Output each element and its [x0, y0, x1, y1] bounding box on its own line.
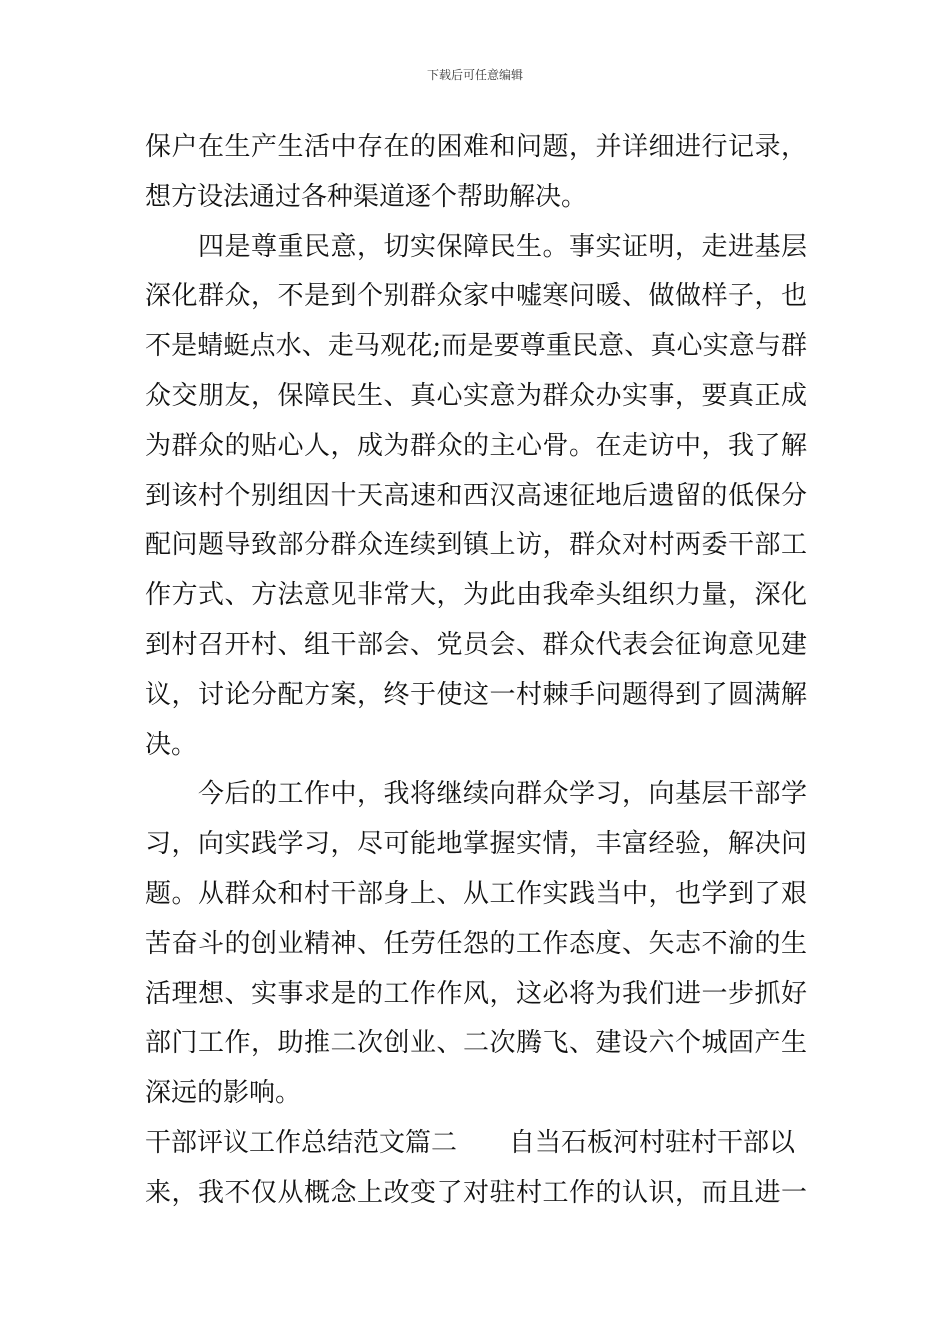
section-heading-line [145, 1123, 807, 1173]
text-line: 不是蜻蜓点水、走马观花;而是要尊重民意、真心实意与群 [145, 331, 807, 362]
text-line: 习，向实践学习，尽可能地掌握实情，丰富经验，解决问 [145, 829, 807, 860]
text-line: 到村召开村、组干部会、党员会、群众代表会征询意见建 [145, 629, 807, 660]
text-line: 作方式、方法意见非常大，为此由我牵头组织力量，深化 [145, 580, 807, 611]
text-line: 决。 [145, 729, 198, 760]
page-header: 下载后可任意编辑 [426, 68, 523, 82]
text-line: 深化群众，不是到个别群众家中嘘寒问暖、做做样子，也 [145, 281, 807, 312]
text-line: 苦奋斗的创业精神、任劳任怨的工作态度、矢志不渝的生 [145, 928, 807, 959]
text-line: 众交朋友，保障民生、真心实意为群众办实事，要真正成 [145, 380, 807, 411]
text-line: 来，我不仅从概念上改变了对驻村工作的认识，而且进一 [145, 1177, 807, 1208]
text-span: 自当石板河村驻村干部以 [509, 1127, 796, 1158]
document-body [145, 127, 807, 1223]
text-line: 议，讨论分配方案，终于使这一村棘手问题得到了圆满解 [145, 679, 807, 710]
text-line: 想方设法通过各种渠道逐个帮助解决。 [145, 181, 588, 212]
text-line: 深远的影响。 [145, 1078, 302, 1109]
text-line: 配问题导致部分群众连续到镇上访，群众对村两委干部工 [145, 530, 807, 561]
text-line: 保户在生产生活中存在的困难和问题，并详细进行记录， [145, 132, 807, 162]
text-line: 部门工作，助推二次创业、二次腾飞、建设六个城固产生 [145, 1028, 807, 1059]
text-line: 到该村个别组因十天高速和西汉高速征地后遗留的低保分 [145, 480, 807, 511]
section-title: 干部评议工作总结范文篇二 [145, 1127, 458, 1158]
text-line: 今后的工作中，我将继续向群众学习，向基层干部学 [198, 779, 807, 810]
text-line: 四是尊重民意，切实保障民生。事实证明，走进基层 [198, 231, 807, 262]
text-line: 为群众的贴心人，成为群众的主心骨。在走访中，我了解 [145, 430, 807, 461]
text-line: 题。从群众和村干部身上、从工作实践当中，也学到了艰 [145, 878, 807, 909]
text-line: 活理想、实事求是的工作作风，这必将为我们进一步抓好 [145, 978, 807, 1009]
